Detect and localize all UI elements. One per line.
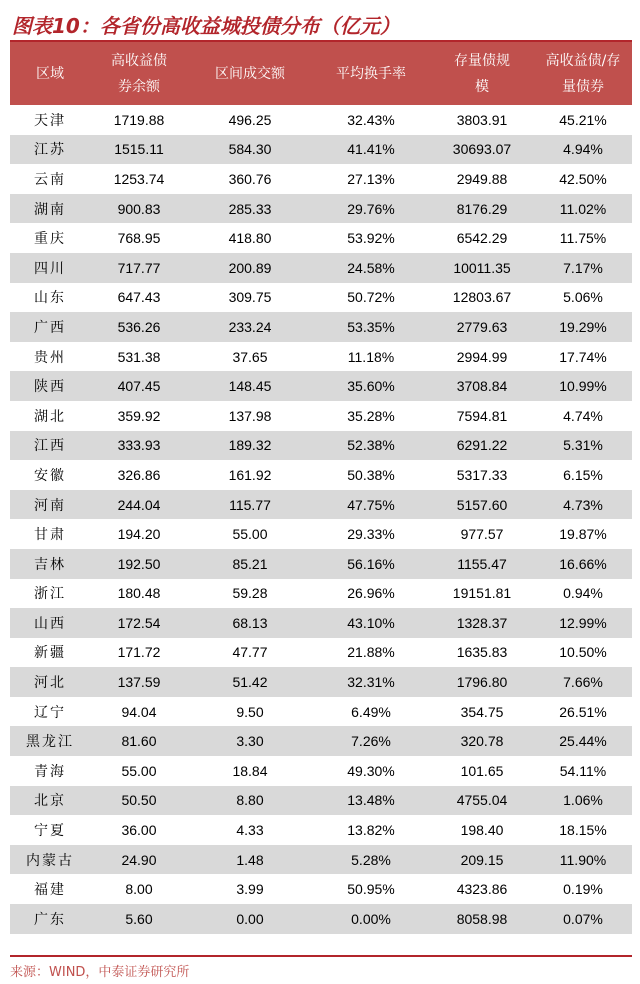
cell-region: 山西 — [34, 615, 66, 632]
cell-turnover-rate: 13.48% — [347, 792, 395, 809]
cell-region: 内蒙古 — [26, 852, 74, 869]
cell-outstanding-scale: 10011.35 — [453, 259, 511, 276]
cell-trading-volume: 68.13 — [232, 614, 268, 631]
cell-high-yield-ratio: 26.51% — [559, 703, 607, 720]
cell-high-yield-balance: 192.50 — [117, 555, 161, 572]
cell-trading-volume: 309.75 — [228, 289, 272, 306]
cell-outstanding-scale: 4755.04 — [456, 792, 508, 809]
cell-turnover-rate: 32.43% — [347, 111, 395, 128]
cell-trading-volume: 18.84 — [232, 762, 268, 779]
cell-turnover-rate: 35.28% — [347, 407, 395, 424]
cell-outstanding-scale: 354.75 — [460, 703, 504, 720]
cell-trading-volume: 1.48 — [236, 851, 264, 868]
cell-region: 陕西 — [34, 379, 66, 396]
cell-high-yield-ratio: 45.21% — [559, 111, 607, 128]
table-row — [10, 815, 632, 845]
cell-high-yield-balance: 8.00 — [125, 881, 153, 898]
cell-high-yield-balance: 180.48 — [117, 585, 161, 602]
cell-turnover-rate: 56.16% — [347, 555, 395, 572]
cell-high-yield-balance: 647.43 — [117, 289, 161, 306]
figure-title-bar — [10, 8, 632, 38]
cell-high-yield-balance: 900.83 — [117, 200, 161, 217]
cell-turnover-rate: 29.76% — [347, 200, 395, 217]
cell-trading-volume: 59.28 — [232, 585, 268, 602]
cell-outstanding-scale: 101.65 — [460, 762, 504, 779]
cell-trading-volume: 0.00 — [236, 910, 264, 927]
cell-trading-volume: 233.24 — [228, 318, 272, 335]
table-row — [10, 371, 632, 401]
cell-high-yield-ratio: 0.94% — [563, 585, 603, 602]
cell-turnover-rate: 24.58% — [347, 259, 395, 276]
cell-region: 浙江 — [34, 586, 66, 603]
cell-turnover-rate: 7.26% — [351, 733, 391, 750]
cell-high-yield-ratio: 11.75% — [559, 230, 607, 247]
cell-outstanding-scale: 2949.88 — [456, 170, 508, 187]
header-high-yield-ratio: 高收益债/存 量债券 — [545, 52, 621, 95]
cell-region: 山东 — [34, 290, 66, 307]
cell-outstanding-scale: 3708.84 — [456, 378, 508, 395]
cell-turnover-rate: 11.18% — [347, 348, 395, 365]
cell-region: 北京 — [34, 793, 66, 810]
cell-outstanding-scale: 2779.63 — [456, 318, 508, 335]
cell-high-yield-ratio: 10.99% — [559, 378, 607, 395]
cell-trading-volume: 148.45 — [228, 378, 272, 395]
cell-high-yield-balance: 137.59 — [117, 674, 161, 691]
cell-trading-volume: 285.33 — [228, 200, 272, 217]
cell-turnover-rate: 35.60% — [347, 378, 395, 395]
table-row — [10, 667, 632, 697]
data-table — [10, 42, 632, 934]
cell-outstanding-scale: 5317.33 — [456, 466, 508, 483]
cell-outstanding-scale: 12803.67 — [452, 289, 512, 306]
cell-turnover-rate: 52.38% — [347, 437, 395, 454]
cell-high-yield-ratio: 10.50% — [559, 644, 607, 661]
cell-high-yield-ratio: 17.74% — [559, 348, 607, 365]
cell-outstanding-scale: 2994.99 — [456, 348, 508, 365]
table-row — [10, 579, 632, 609]
cell-high-yield-ratio: 0.19% — [563, 881, 603, 898]
cell-high-yield-ratio: 0.07% — [563, 910, 603, 927]
cell-high-yield-balance: 768.95 — [117, 230, 161, 247]
cell-outstanding-scale: 30693.07 — [452, 141, 512, 158]
table-row — [10, 253, 632, 283]
cell-trading-volume: 55.00 — [232, 526, 268, 543]
cell-trading-volume: 200.89 — [228, 259, 272, 276]
cell-high-yield-ratio: 25.44% — [559, 733, 607, 750]
table-row — [10, 105, 632, 135]
cell-trading-volume: 584.30 — [228, 141, 272, 158]
cell-turnover-rate: 53.35% — [347, 318, 395, 335]
cell-region: 江西 — [34, 438, 66, 455]
table-row — [10, 638, 632, 668]
cell-outstanding-scale: 1796.80 — [456, 674, 508, 691]
cell-high-yield-balance: 244.04 — [117, 496, 161, 513]
table-row — [10, 756, 632, 786]
cell-high-yield-ratio: 54.11% — [559, 762, 607, 779]
cell-high-yield-ratio: 16.66% — [559, 555, 607, 572]
cell-outstanding-scale: 5157.60 — [456, 496, 508, 513]
header-turnover-rate: 平均换手率 — [336, 65, 406, 82]
cell-region: 四川 — [34, 260, 66, 277]
cell-outstanding-scale: 1635.83 — [456, 644, 508, 661]
cell-high-yield-balance: 24.90 — [121, 851, 157, 868]
cell-outstanding-scale: 8176.29 — [456, 200, 508, 217]
cell-high-yield-balance: 1515.11 — [114, 141, 164, 158]
cell-trading-volume: 161.92 — [228, 466, 272, 483]
cell-region: 吉林 — [34, 556, 66, 573]
cell-outstanding-scale: 3803.91 — [456, 111, 508, 128]
cell-turnover-rate: 49.30% — [347, 762, 395, 779]
cell-high-yield-ratio: 4.73% — [563, 496, 603, 513]
cell-trading-volume: 85.21 — [232, 555, 268, 572]
cell-region: 辽宁 — [34, 704, 66, 721]
cell-high-yield-ratio: 4.94% — [563, 141, 603, 158]
cell-high-yield-ratio: 19.87% — [559, 526, 607, 543]
cell-region: 云南 — [34, 171, 66, 188]
cell-region: 天津 — [34, 112, 66, 129]
cell-outstanding-scale: 19151.81 — [452, 585, 512, 602]
cell-high-yield-ratio: 42.50% — [559, 170, 607, 187]
cell-region: 安徽 — [34, 467, 66, 484]
cell-high-yield-ratio: 1.06% — [563, 792, 603, 809]
cell-high-yield-balance: 531.38 — [117, 348, 161, 365]
cell-region: 黑龙江 — [26, 734, 74, 751]
table-row — [10, 519, 632, 549]
cell-trading-volume: 9.50 — [236, 703, 264, 720]
footer-divider — [10, 955, 632, 957]
table-row — [10, 431, 632, 461]
cell-outstanding-scale: 320.78 — [460, 733, 504, 750]
cell-turnover-rate: 50.38% — [347, 466, 395, 483]
table-row — [10, 164, 632, 194]
cell-turnover-rate: 41.41% — [347, 141, 395, 158]
header-high-yield-balance: 高收益债 券余额 — [111, 52, 167, 95]
cell-high-yield-balance: 50.50 — [121, 792, 157, 809]
cell-region: 江苏 — [34, 142, 66, 159]
cell-trading-volume: 360.76 — [228, 170, 272, 187]
cell-turnover-rate: 21.88% — [347, 644, 395, 661]
cell-outstanding-scale: 1155.47 — [457, 555, 507, 572]
cell-outstanding-scale: 4323.86 — [456, 881, 508, 898]
cell-high-yield-ratio: 11.90% — [559, 851, 607, 868]
cell-region: 新疆 — [34, 645, 66, 662]
source-note: 来源：WIND，中泰证券研究所 — [10, 965, 190, 980]
table-row — [10, 697, 632, 727]
cell-turnover-rate: 29.33% — [347, 526, 395, 543]
cell-trading-volume: 37.65 — [232, 348, 268, 365]
table-header — [10, 42, 632, 105]
cell-high-yield-ratio: 5.31% — [563, 437, 603, 454]
cell-high-yield-balance: 81.60 — [121, 733, 157, 750]
cell-high-yield-ratio: 5.06% — [563, 289, 603, 306]
cell-turnover-rate: 13.82% — [347, 822, 395, 839]
table-row — [10, 726, 632, 756]
cell-trading-volume: 47.77 — [232, 644, 268, 661]
cell-high-yield-balance: 536.26 — [117, 318, 161, 335]
table-row — [10, 786, 632, 816]
cell-trading-volume: 189.32 — [228, 437, 272, 454]
cell-high-yield-balance: 407.45 — [117, 378, 161, 395]
cell-high-yield-ratio: 12.99% — [559, 614, 607, 631]
cell-high-yield-balance: 171.72 — [117, 644, 161, 661]
table-row — [10, 342, 632, 372]
cell-turnover-rate: 32.31% — [347, 674, 395, 691]
cell-region: 河北 — [34, 675, 66, 692]
cell-high-yield-ratio: 19.29% — [559, 318, 607, 335]
cell-trading-volume: 3.30 — [236, 733, 264, 750]
table-row — [10, 312, 632, 342]
cell-turnover-rate: 43.10% — [347, 614, 395, 631]
cell-outstanding-scale: 977.57 — [460, 526, 504, 543]
table-row — [10, 549, 632, 579]
cell-high-yield-balance: 333.93 — [117, 437, 161, 454]
cell-high-yield-balance: 94.04 — [121, 703, 157, 720]
cell-turnover-rate: 26.96% — [347, 585, 395, 602]
cell-trading-volume: 137.98 — [228, 407, 272, 424]
cell-high-yield-balance: 172.54 — [117, 614, 161, 631]
cell-high-yield-balance: 36.00 — [121, 822, 157, 839]
cell-high-yield-balance: 1253.74 — [113, 170, 165, 187]
table-body — [10, 105, 632, 934]
cell-region: 青海 — [34, 763, 66, 780]
cell-high-yield-balance: 1719.88 — [113, 111, 165, 128]
figure-title: 图表10：各省份高收益城投债分布（亿元） — [12, 14, 400, 38]
table-row — [10, 401, 632, 431]
cell-high-yield-ratio: 7.66% — [563, 674, 603, 691]
cell-high-yield-ratio: 6.15% — [563, 466, 603, 483]
cell-outstanding-scale: 198.40 — [460, 822, 504, 839]
table-row — [10, 194, 632, 224]
cell-outstanding-scale: 8058.98 — [456, 910, 508, 927]
cell-turnover-rate: 27.13% — [347, 170, 395, 187]
cell-region: 湖北 — [34, 408, 66, 425]
table-row — [10, 135, 632, 165]
table-row — [10, 460, 632, 490]
table-row — [10, 904, 632, 934]
cell-high-yield-ratio: 11.02% — [559, 200, 607, 217]
cell-turnover-rate: 50.95% — [347, 881, 395, 898]
cell-trading-volume: 51.42 — [232, 674, 268, 691]
cell-turnover-rate: 50.72% — [347, 289, 395, 306]
header-outstanding-scale: 存量债规 模 — [454, 52, 510, 95]
cell-region: 宁夏 — [34, 823, 66, 840]
table-row — [10, 608, 632, 638]
cell-region: 湖南 — [34, 201, 66, 218]
cell-high-yield-balance: 194.20 — [117, 526, 161, 543]
cell-high-yield-balance: 55.00 — [121, 762, 157, 779]
cell-turnover-rate: 53.92% — [347, 230, 395, 247]
cell-outstanding-scale: 7594.81 — [456, 407, 508, 424]
cell-region: 河南 — [34, 497, 66, 514]
cell-high-yield-balance: 717.77 — [117, 259, 161, 276]
cell-trading-volume: 4.33 — [236, 822, 264, 839]
table-row — [10, 283, 632, 313]
cell-turnover-rate: 0.00% — [351, 910, 391, 927]
cell-trading-volume: 418.80 — [228, 230, 272, 247]
cell-high-yield-balance: 5.60 — [125, 910, 153, 927]
cell-region: 重庆 — [34, 231, 66, 248]
table-row — [10, 490, 632, 520]
table-row — [10, 845, 632, 875]
cell-region: 福建 — [34, 882, 66, 899]
cell-high-yield-ratio: 7.17% — [563, 259, 603, 276]
header-region: 区域 — [36, 65, 64, 82]
cell-outstanding-scale: 209.15 — [460, 851, 504, 868]
cell-trading-volume: 496.25 — [228, 111, 272, 128]
cell-trading-volume: 8.80 — [236, 792, 264, 809]
cell-turnover-rate: 47.75% — [347, 496, 395, 513]
cell-outstanding-scale: 6542.29 — [456, 230, 508, 247]
cell-turnover-rate: 5.28% — [351, 851, 391, 868]
cell-trading-volume: 115.77 — [229, 496, 271, 513]
cell-region: 广东 — [34, 911, 66, 928]
cell-outstanding-scale: 1328.37 — [456, 614, 508, 631]
header-trading-volume: 区间成交额 — [215, 65, 285, 82]
cell-turnover-rate: 6.49% — [351, 703, 391, 720]
cell-high-yield-balance: 326.86 — [117, 466, 161, 483]
cell-high-yield-balance: 359.92 — [117, 407, 161, 424]
cell-region: 贵州 — [34, 349, 66, 366]
table-row — [10, 223, 632, 253]
cell-region: 广西 — [34, 319, 66, 336]
cell-high-yield-ratio: 18.15% — [559, 822, 607, 839]
cell-trading-volume: 3.99 — [236, 881, 264, 898]
cell-outstanding-scale: 6291.22 — [456, 437, 508, 454]
table-row — [10, 874, 632, 904]
cell-high-yield-ratio: 4.74% — [563, 407, 603, 424]
cell-region: 甘肃 — [34, 527, 66, 544]
